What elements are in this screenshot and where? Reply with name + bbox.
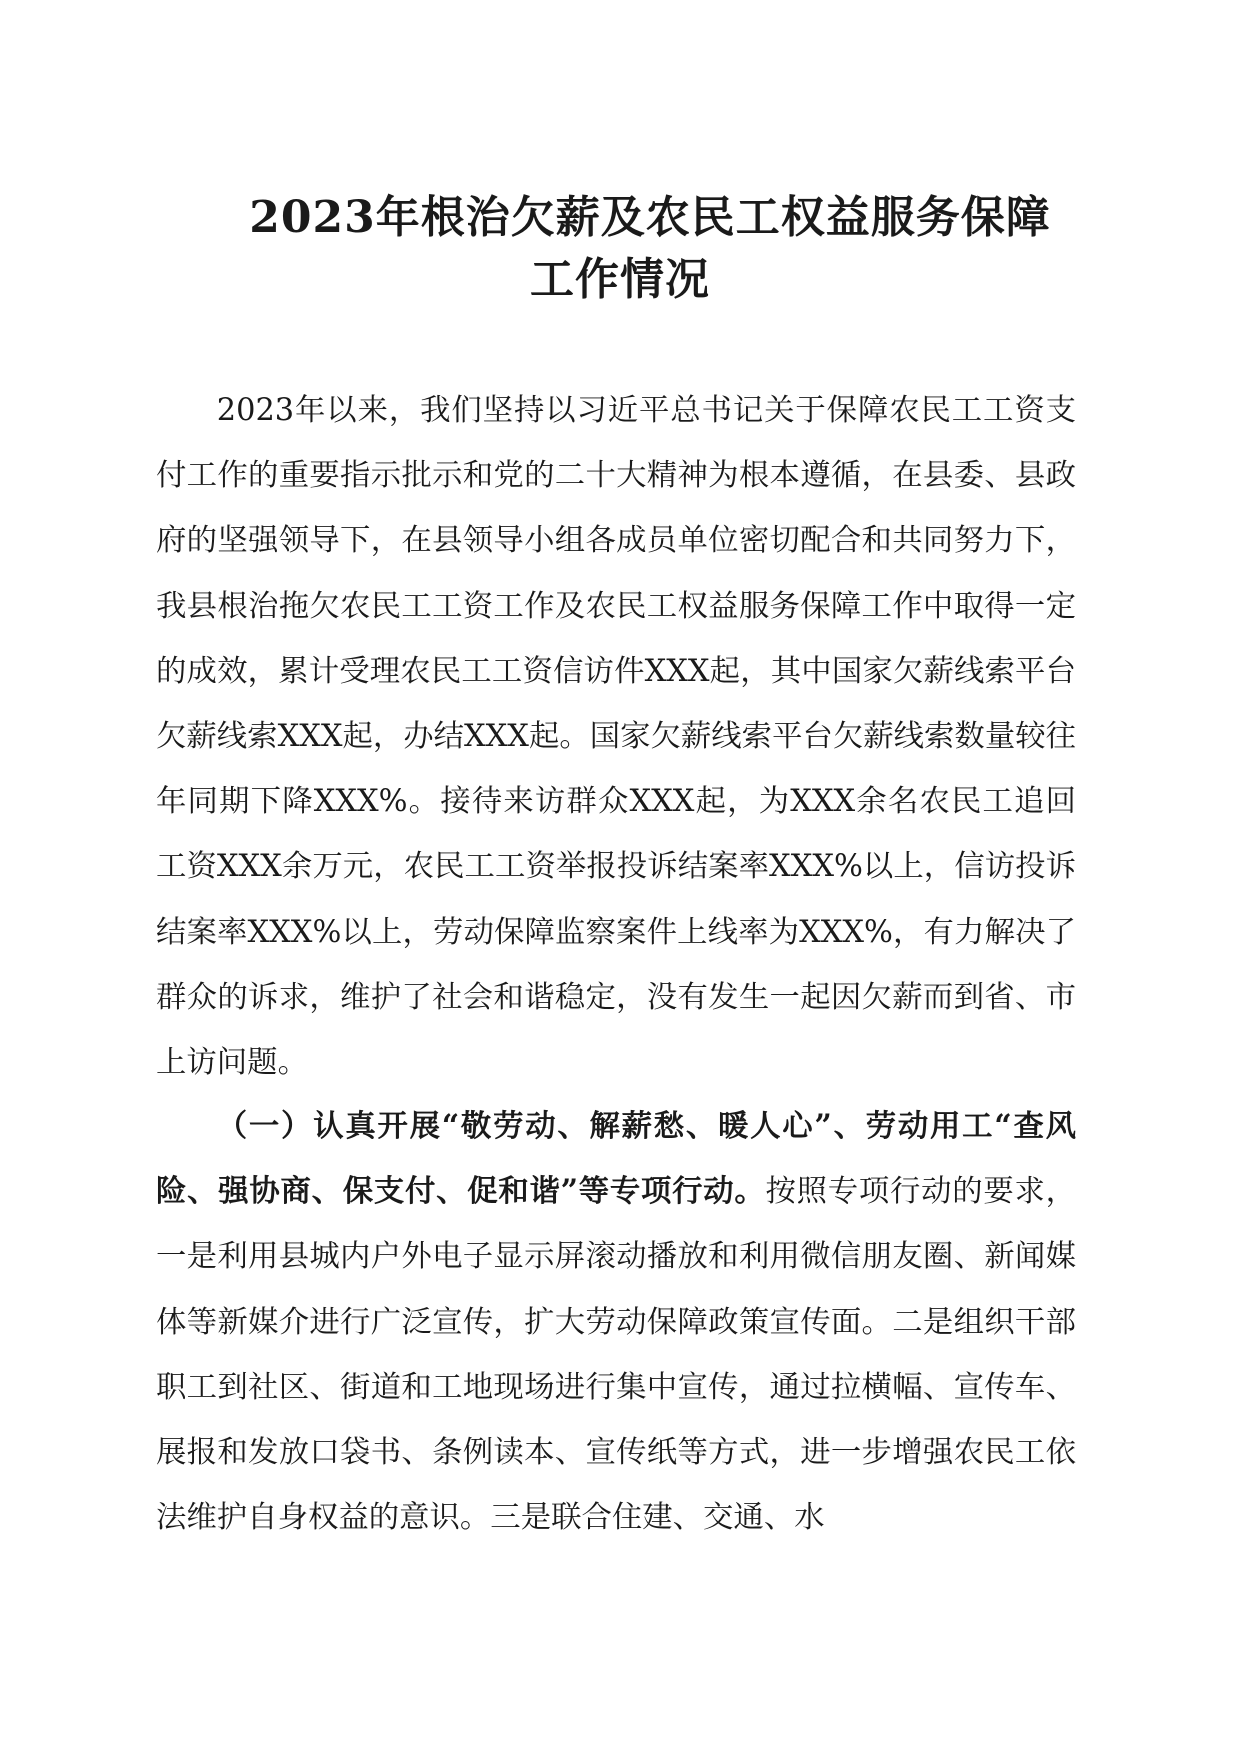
section-1-heading: （一）认真开展“敬劳动、解薪愁、暖人心”、劳动用工“查风险、强协商、保支付、促和谐”等专项行动。 [156,1108,1076,1210]
intro-paragraph: 2023年以来，我们坚持以习近平总书记关于保障农民工工资支付工作的重要指示批示和党的二十大精神为根本遵循，在县委、县政府的坚强领导下，在县领导小组各成员单位密切配合和共同努力下，我县根治拖欠农民工工资工作及农民工权益服务保障工作中取得一定的成效，累计受理农民工工资信访件XXX起，其中国家欠薪线索平台欠薪线索XXX起，办结XXX起。国家欠薪线索平台欠薪线索数量较往年同期下降XXX%。接待来访群众XXX起，为XXX余名农民工追回工资XXX余万元，农民工工资举报投诉结案率XXX%以上，信访投诉结案率XXX%以上，劳动保障监察案件上线率为XXX%，有力解决了群众的诉求，维护了社会和谐稳定，没有发生一起因欠薪而到省、市上访问题。 [156,393,1076,1081]
document-title-line-2: 工作情况 [530,254,710,305]
section-1-body: 按照专项行动的要求，一是利用县城内户外电子显示屏滚动播放和利用微信朋友圈、新闻媒体等新媒介进行广泛宣传，扩大劳动保障政策宣传面。二是组织干部职工到社区、街道和工地现场进行集中宣传，通过拉横幅、宣传车、展报和发放口袋书、条例读本、宣传纸等方式，进一步增强农民工依法维护自身权益的意识。三是联合住建、交通、水 [156,1174,1076,1536]
document-title-line-1: 2023年根治欠薪及农民工权益服务保障 [249,192,1051,243]
section-1-paragraph [156,1094,1076,1550]
